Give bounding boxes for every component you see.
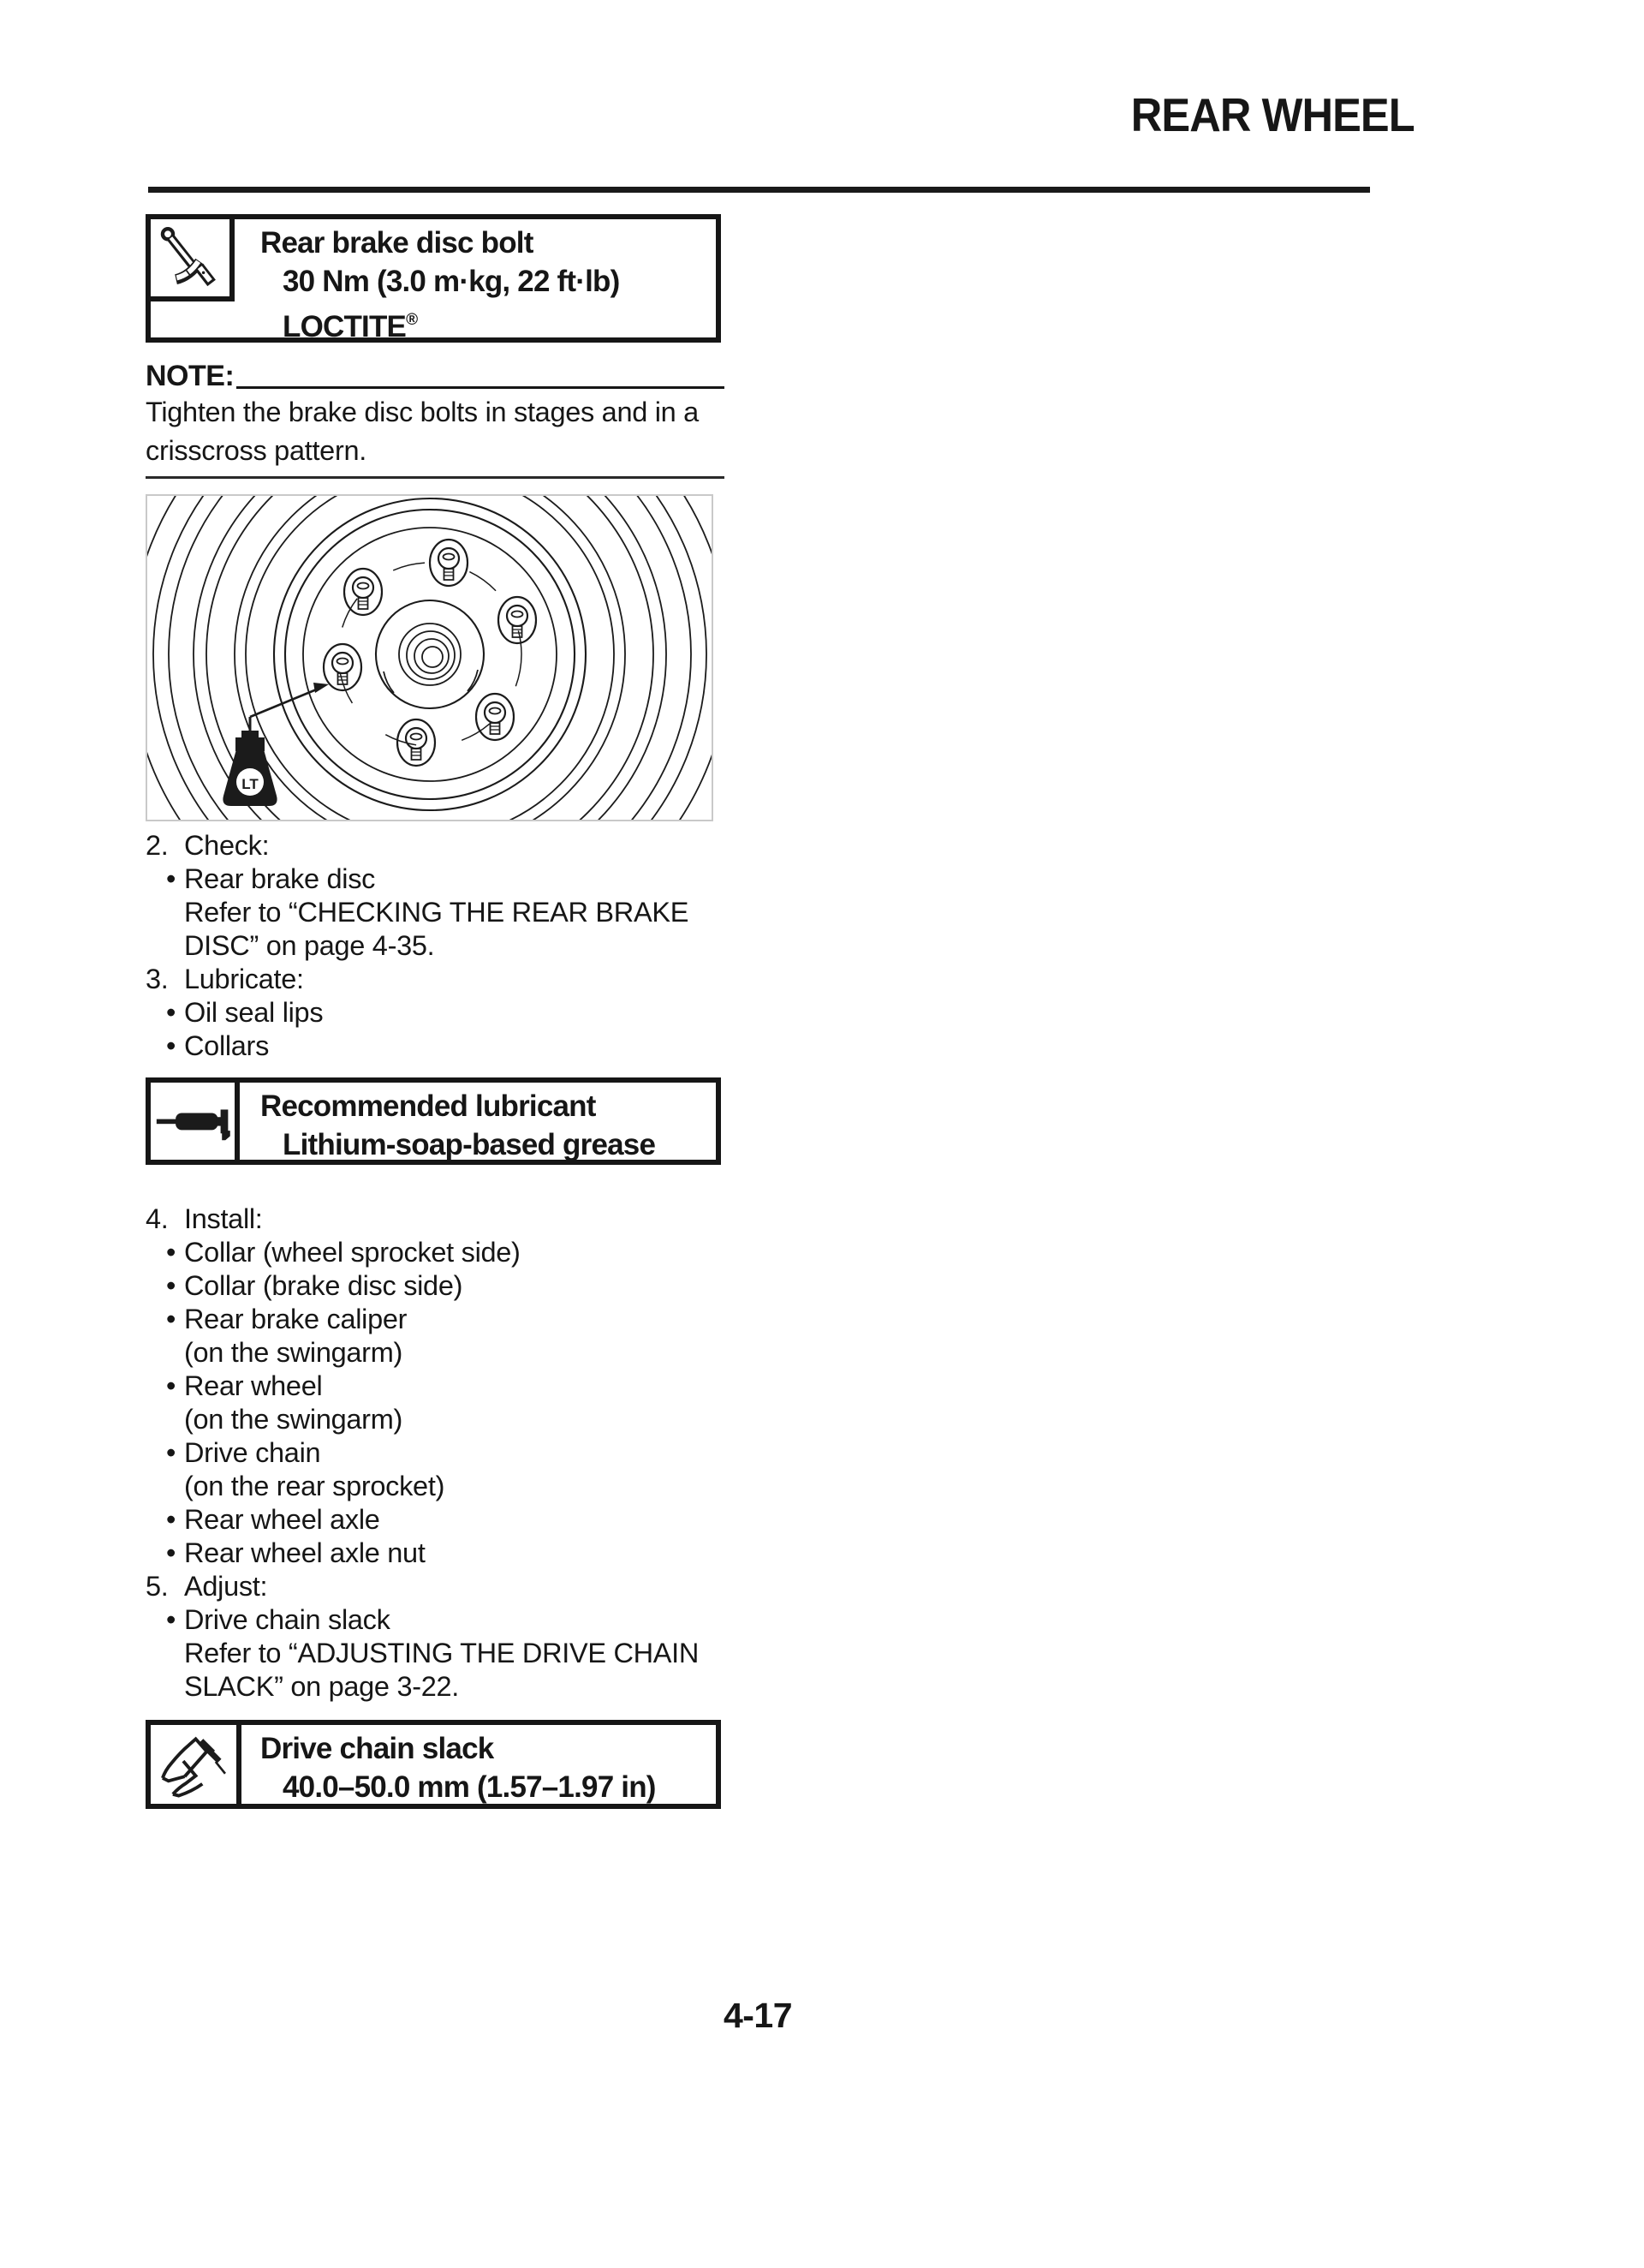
line-text: Collars: [184, 1030, 270, 1061]
bullet-item: [146, 996, 736, 1030]
caliper-icon: [151, 1725, 241, 1804]
bullet-indent: [146, 1303, 166, 1336]
page-title: REAR WHEEL: [1131, 88, 1415, 141]
line-text: Refer to “CHECKING THE REAR BRAKE: [184, 897, 689, 928]
line-text: Collar (wheel sprocket side): [184, 1237, 521, 1268]
step-number: 5.: [146, 1571, 169, 1602]
bullet-indent: [146, 1537, 166, 1570]
note-text-line: Tighten the brake disc bolts in stages and in a: [146, 397, 699, 427]
chain-slack-spec-box: [146, 1720, 721, 1809]
bullet-item: [146, 1236, 736, 1269]
line-text: Rear wheel axle nut: [184, 1537, 426, 1568]
note-text-line: crisscross pattern.: [146, 435, 366, 466]
line-text: Oil seal lips: [184, 997, 324, 1028]
torque-spec-label: Rear brake disc bolt: [260, 226, 533, 260]
note-label: NOTE:: [146, 360, 235, 392]
procedure-list-check: [146, 829, 736, 1063]
brake-disc-bolts: [324, 540, 536, 766]
lubricant-spec-box: [146, 1077, 721, 1165]
continuation-line: [146, 1336, 736, 1370]
step-line: [146, 963, 736, 996]
torque-spec-value: 30 Nm (3.0 m·kg, 22 ft·lb): [283, 265, 620, 298]
grease-gun-icon: [151, 1083, 240, 1160]
bullet-marker: •: [166, 1504, 176, 1535]
bullet-item: [146, 1436, 736, 1470]
bullet-indent: [146, 1503, 166, 1537]
line-text: SLACK” on page 3-22.: [184, 1671, 460, 1702]
bullet-item: [146, 1603, 736, 1637]
bullet-marker: •: [166, 1437, 176, 1468]
bullet-indent: [146, 1370, 166, 1403]
torque-spec-brand: LOCTITE®: [283, 310, 418, 343]
registered-mark: ®: [406, 311, 418, 329]
continuation-line: [146, 1670, 736, 1704]
step-line: [146, 829, 736, 862]
lubricant-value: Lithium-soap-based grease: [283, 1128, 656, 1161]
continuation-line: [146, 929, 736, 963]
bullet-item: [146, 1370, 736, 1403]
step-number: 3.: [146, 964, 169, 994]
note-underline: [236, 386, 724, 389]
lt-label: LT: [241, 776, 259, 792]
bullet-marker: •: [166, 1030, 176, 1061]
continuation-line: [146, 1403, 736, 1436]
line-text: DISC” on page 4-35.: [184, 930, 435, 961]
wheel-figure: [146, 494, 713, 821]
step-number: 2.: [146, 830, 169, 861]
bullet-item: [146, 1503, 736, 1537]
bullet-marker: •: [166, 1604, 176, 1635]
page-number: 4-17: [723, 1996, 793, 2035]
bullet-item: [146, 1269, 736, 1303]
bullet-marker: •: [166, 1270, 176, 1301]
bullet-indent: [146, 1436, 166, 1470]
line-text: (on the swingarm): [184, 1337, 402, 1368]
bullet-indent: [146, 1236, 166, 1269]
note-closing-rule: [146, 476, 724, 479]
header-rule: [148, 187, 1370, 193]
continuation-line: [146, 896, 736, 929]
bullet-indent: [146, 1269, 166, 1303]
line-text: Rear wheel axle: [184, 1504, 380, 1535]
chain-slack-value: 40.0–50.0 mm (1.57–1.97 in): [283, 1770, 656, 1804]
bullet-marker: •: [166, 1370, 176, 1401]
line-text: Collar (brake disc side): [184, 1270, 463, 1301]
line-text: Drive chain: [184, 1437, 321, 1468]
continuation-line: [146, 1470, 736, 1503]
chain-slack-label: Drive chain slack: [260, 1732, 494, 1765]
line-text: Refer to “ADJUSTING THE DRIVE CHAIN: [184, 1638, 700, 1668]
bullet-marker: •: [166, 997, 176, 1028]
line-text: Rear wheel: [184, 1370, 323, 1401]
torque-wrench-icon: [151, 219, 235, 301]
line-text: (on the rear sprocket): [184, 1471, 445, 1501]
procedure-list-install: [146, 1203, 736, 1704]
line-text: Drive chain slack: [184, 1604, 390, 1635]
line-text: Rear brake caliper: [184, 1304, 408, 1334]
bullet-indent: [146, 862, 166, 896]
bullet-marker: •: [166, 1237, 176, 1268]
bullet-item: [146, 1030, 736, 1063]
bullet-marker: •: [166, 1304, 176, 1334]
step-line: [146, 1570, 736, 1603]
line-text: Rear brake disc: [184, 863, 376, 894]
bullet-item: [146, 1303, 736, 1336]
wheel-line-art: [147, 496, 712, 820]
line-text: Install:: [184, 1203, 263, 1234]
bullet-indent: [146, 1603, 166, 1637]
continuation-line: [146, 1637, 736, 1670]
step-number: 4.: [146, 1203, 169, 1234]
line-text: Lubricate:: [184, 964, 304, 994]
bullet-indent: [146, 996, 166, 1030]
bullet-marker: •: [166, 1537, 176, 1568]
bullet-indent: [146, 1030, 166, 1063]
loctite-bottle-icon: [223, 683, 329, 806]
note-heading: [146, 360, 724, 393]
line-text: (on the swingarm): [184, 1404, 402, 1435]
step-line: [146, 1203, 736, 1236]
line-text: Check:: [184, 830, 270, 861]
torque-spec-box: [146, 214, 721, 343]
line-text: Adjust:: [184, 1571, 268, 1602]
bullet-item: [146, 862, 736, 896]
bullet-item: [146, 1537, 736, 1570]
lubricant-label: Recommended lubricant: [260, 1089, 596, 1123]
bullet-marker: •: [166, 863, 176, 894]
